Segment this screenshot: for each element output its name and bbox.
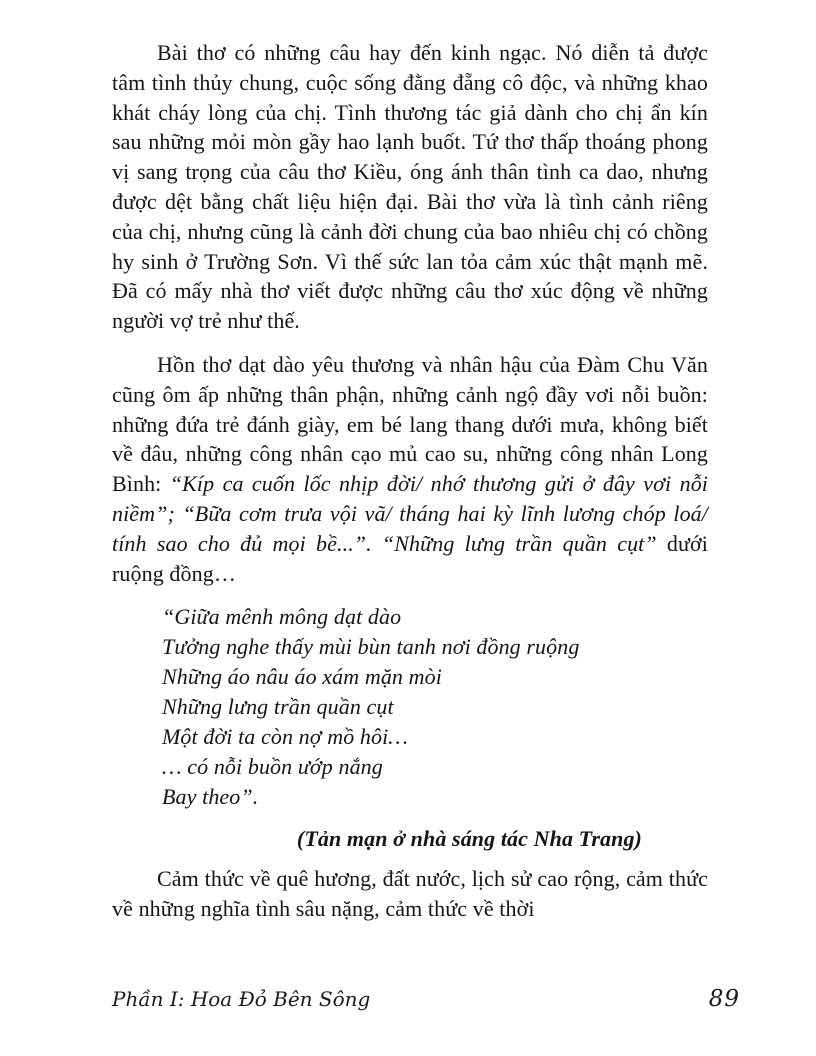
- page-footer: [112, 986, 740, 1012]
- paragraph-closing: Cảm thức về quê hương, đất nước, lịch sử cao rộng, cảm thức về những nghĩa tình sâu nặng, cảm thức về thời: [112, 866, 708, 921]
- footer-section-title: Phần I: Hoa Đỏ Bên Sông: [112, 987, 371, 1011]
- paragraph-opening: Bài thơ có những câu hay đến kinh ngạc. Nó diễn tả được tâm tình thủy chung, cuộc sống đằng đẵng cô độc, và những khao khát cháy lòng của chị. Tình thương tác giả dành cho chị ẩn kín sau những mỏi mòn gầy hao lạnh buốt. Tứ thơ thấp thoáng phong vị sang trọng của câu thơ Kiều, óng ánh thân tình ca dao, nhưng được dệt bằng chất liệu hiện đại. Bài thơ vừa là tình cảnh riêng của chị, nhưng cũng là cảnh đời chung của bao nhiêu chị có chồng hy sinh ở Trường Sơn. Vì thế sức lan tỏa cảm xúc thật mạnh mẽ. Đã có mấy nhà thơ viết được những câu thơ xúc động về những người vợ trẻ như thế.: [112, 40, 708, 334]
- paragraph-lead-text: Hồn thơ dạt dào yêu thương và nhân hậu của Đàm Chu Văn cũng ôm ấp những thân phận, những cảnh ngộ đầy vơi nỗi buồn: những đứa trẻ đánh giày, em bé lang thang dưới mưa, không biết về đâu, những công nhân cạo mủ cao su, những công nhân Long Bình:: [112, 351, 708, 497]
- poem-citation: (Tản mạn ở nhà sáng tác Nha Trang): [296, 826, 642, 852]
- poem-line: Những áo nâu áo xám mặn mòi: [162, 664, 442, 690]
- paragraph-second: [112, 350, 708, 588]
- poem-line: Tưởng nghe thấy mùi bùn tanh nơi đồng ruộng: [162, 634, 580, 660]
- poem-line: … có nỗi buồn ướp nắng: [162, 754, 383, 780]
- poem-quote-block: [162, 602, 708, 812]
- inline-poetry-quote: “Kíp ca cuốn lốc nhịp đời/ nhớ thương gửi ở đây vơi nỗi niềm”; “Bữa cơm trưa vội vã/ tháng hai kỳ lĩnh lương chóp loá/ tính sao cho đủ mọi bề...”. “Những lưng trần quần cụt”: [112, 471, 709, 556]
- poem-line: “Giữa mênh mông dạt dào: [162, 604, 402, 630]
- paragraph-tail-text: dưới ruộng đồng…: [112, 530, 709, 586]
- poem-line: Bay theo”.: [162, 784, 259, 810]
- page-number: 89: [708, 986, 740, 1012]
- poem-line: Một đời ta còn nợ mồ hôi…: [162, 724, 408, 750]
- poem-line: Những lưng trần quần cụt: [162, 694, 394, 720]
- text-block: [112, 38, 708, 924]
